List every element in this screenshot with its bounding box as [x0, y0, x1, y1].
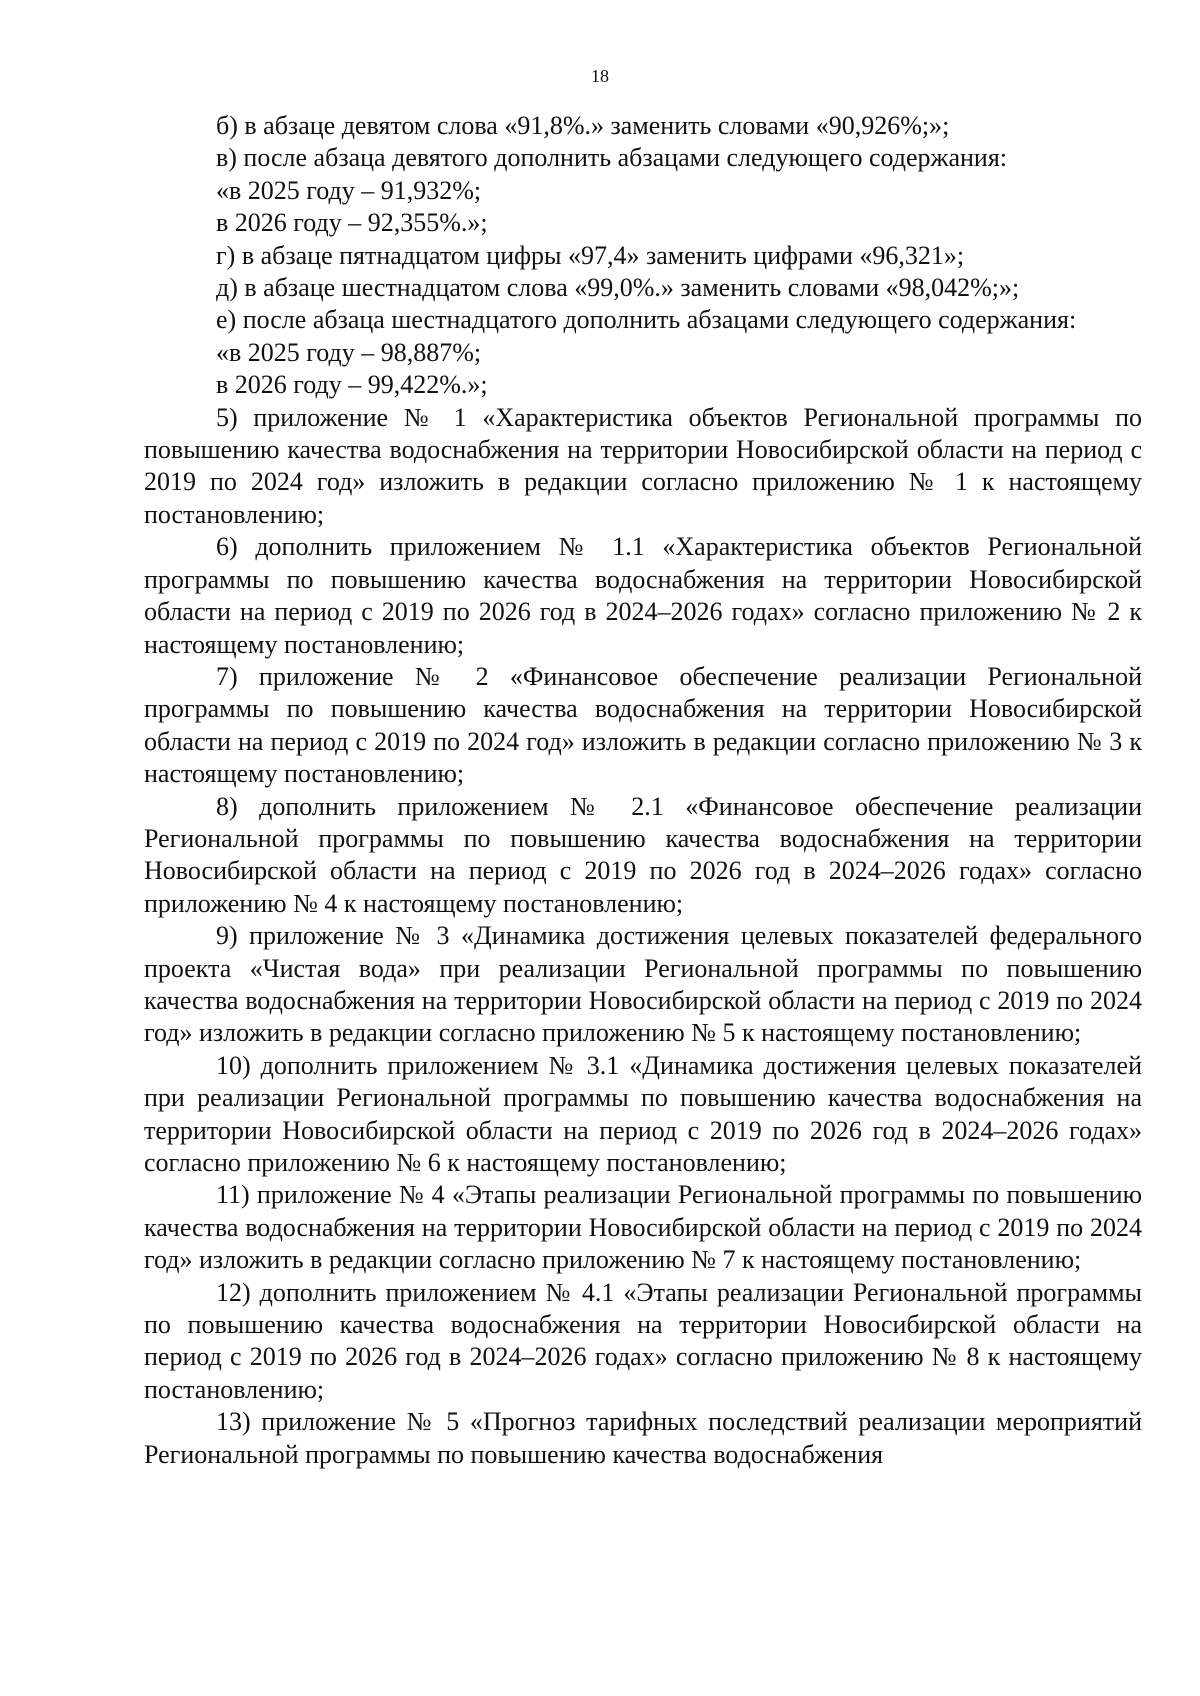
paragraph: в) после абзаца девятого дополнить абзацами следующего содержания: — [216, 143, 1008, 173]
paragraph: 9) приложение № 3 «Динамика достижения целевых показателей федерального проекта «Чистая вода» при реализации Региональной программы по повышению качества водоснабжения на территории Новосибирской области на период с 2019 по 2024 год» изложить в редакции согласно приложению № 5 к настоящему постановлению; — [144, 921, 1142, 1048]
paragraph: е) после абзаца шестнадцатого дополнить абзацами следующего содержания: — [216, 305, 1077, 335]
paragraph: «в 2025 году – 91,932%; — [216, 175, 482, 205]
paragraph: 6) дополнить приложением № 1.1 «Характеристика объектов Региональной программы по повышению качества водоснабжения на территории Новосибирской области на период с 2019 по 2026 год в 2024–2026 годах» согласно приложению № 2 к настоящему постановлению; — [144, 532, 1142, 659]
paragraph: в 2026 году – 92,355%.»; — [216, 208, 488, 238]
paragraph: 5) приложение № 1 «Характеристика объектов Региональной программы по повышению качества водоснабжения на территории Новосибирской области на период с 2019 по 2024 год» изложить в редакции согласно приложению № 1 к настоящему постановлению; — [144, 402, 1142, 529]
paragraph: 12) дополнить приложением № 4.1 «Этапы реализации Региональной программы по повышению качества водоснабжения на территории Новосибирской области на период с 2019 по 2026 год в 2024–2026 годах» согласно приложению № 8 к настоящему постановлению; — [144, 1277, 1142, 1404]
paragraph: 11) приложение № 4 «Этапы реализации Региональной программы по повышению качества водоснабжения на территории Новосибирской области на период с 2019 по 2024 год» изложить в редакции согласно приложению № 7 к настоящему постановлению; — [144, 1180, 1142, 1275]
document-body — [144, 110, 1142, 1471]
paragraph: 10) дополнить приложением № 3.1 «Динамика достижения целевых показателей при реализации Региональной программы по повышению качества водоснабжения на территории Новосибирской области на период с 2019 по 2026 год в 2024–2026 годах» согласно приложению № 6 к настоящему постановлению; — [144, 1050, 1142, 1177]
paragraph: 13) приложение № 5 «Прогноз тарифных последствий реализации мероприятий Региональной программы по повышению качества водоснабжения — [144, 1407, 1142, 1469]
paragraph: г) в абзаце пятнадцатом цифры «97,4» заменить цифрами «96,321»; — [216, 240, 965, 270]
paragraph: в 2026 году – 99,422%.»; — [216, 370, 488, 400]
paragraph: д) в абзаце шестнадцатом слова «99,0%.» заменить словами «98,042%;»; — [216, 273, 1020, 303]
paragraph: 7) приложение № 2 «Финансовое обеспечение реализации Региональной программы по повышению качества водоснабжения на территории Новосибирской области на период с 2019 по 2024 год» изложить в редакции согласно приложению № 3 к настоящему постановлению; — [144, 661, 1142, 789]
page-number: 18 — [591, 66, 609, 86]
paragraph: 8) дополнить приложением № 2.1 «Финансовое обеспечение реализации Региональной программы по повышению качества водоснабжения на территории Новосибирской области на период с 2019 по 2026 год в 2024–2026 годах» согласно приложению № 4 к настоящему постановлению; — [144, 791, 1142, 918]
paragraph: «в 2025 году – 98,887%; — [216, 337, 482, 367]
paragraph: б) в абзаце девятом слова «91,8%.» заменить словами «90,926%;»; — [216, 111, 950, 140]
